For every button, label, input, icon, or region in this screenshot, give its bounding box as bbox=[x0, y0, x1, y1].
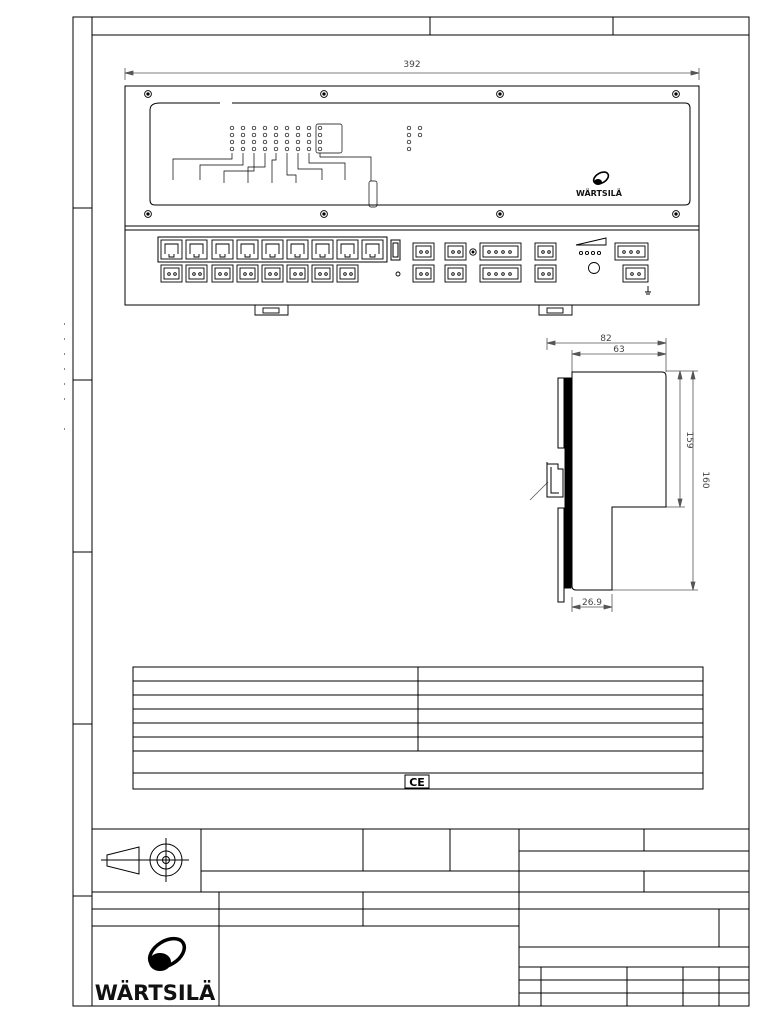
width-dimension-label: 392 bbox=[403, 60, 421, 70]
panel-brand-text: WÄRTSILÄ bbox=[576, 189, 622, 198]
terminal-block-row bbox=[161, 265, 400, 282]
right-terminal-group bbox=[413, 238, 651, 294]
rj45-port-row bbox=[158, 237, 400, 262]
title-block bbox=[92, 829, 749, 1006]
brand-name: WÄRTSILÄ bbox=[94, 981, 216, 1005]
brand-logo bbox=[95, 933, 216, 1005]
height-body-label: 159 bbox=[684, 431, 694, 449]
led-indicator-matrix bbox=[173, 124, 422, 207]
din-rail-clips bbox=[255, 305, 572, 315]
depth-body-label: 63 bbox=[613, 345, 625, 355]
rail-offset-label: 26.9 bbox=[581, 598, 603, 608]
side-view bbox=[547, 372, 666, 602]
projection-symbol bbox=[101, 838, 189, 882]
depth-total-label: 82 bbox=[600, 334, 612, 344]
side-view-dimensions bbox=[530, 338, 698, 612]
specification-table bbox=[133, 667, 703, 789]
ce-mark bbox=[405, 775, 429, 789]
mounting-screws bbox=[145, 91, 680, 218]
panel-brand-logo bbox=[576, 170, 623, 198]
ce-mark-text: CE bbox=[409, 776, 425, 789]
height-total-label: 160 bbox=[700, 471, 710, 489]
margin-marks bbox=[64, 323, 65, 430]
